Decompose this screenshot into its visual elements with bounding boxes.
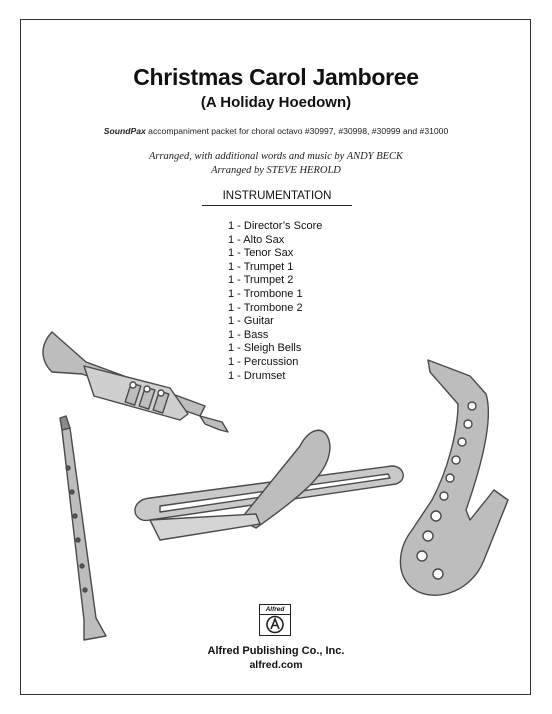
alfred-emblem-icon xyxy=(262,615,288,634)
list-item: 1 - Alto Sax xyxy=(228,233,285,246)
credit-arranger-beck: Arranged, with additional words and music by ANDY BECK xyxy=(148,151,404,162)
list-item: 1 - Percussion xyxy=(228,355,299,368)
instrumentation-heading: INSTRUMENTATION xyxy=(202,190,352,206)
alfred-logo-text: Alfred xyxy=(260,605,290,615)
clarinet-icon xyxy=(60,416,106,640)
list-item: 1 - Bass xyxy=(228,328,269,341)
soundpax-brand: SoundPax xyxy=(103,126,146,136)
packet-text: accompaniment packet for choral octavo #30997, #30998, #30999 and #31000 xyxy=(145,126,449,136)
page-subtitle: (A Holiday Hoedown) xyxy=(200,94,352,111)
trumpet-icon xyxy=(43,332,228,432)
page-title: Christmas Carol Jamboree xyxy=(133,64,419,90)
list-item: 1 - Trombone 2 xyxy=(228,301,303,314)
publisher-name: Alfred Publishing Co., Inc. xyxy=(207,645,345,657)
list-item: 1 - Trombone 1 xyxy=(228,287,303,300)
credit-arranger-herold: Arranged by STEVE HEROLD xyxy=(211,165,341,176)
trombone-icon xyxy=(135,430,403,540)
list-item: 1 - Trumpet 1 xyxy=(228,260,294,273)
publisher-website: alfred.com xyxy=(249,659,303,671)
list-item: 1 - Drumset xyxy=(228,369,286,382)
list-item: 1 - Director’s Score xyxy=(228,220,323,232)
saxophone-icon xyxy=(400,360,508,595)
alfred-logo xyxy=(259,604,291,636)
list-item: 1 - Sleigh Bells xyxy=(228,342,302,355)
list-item: 1 - Tenor Sax xyxy=(228,247,294,260)
list-item: 1 - Guitar xyxy=(228,315,274,328)
list-item: 1 - Trumpet 2 xyxy=(228,274,294,287)
